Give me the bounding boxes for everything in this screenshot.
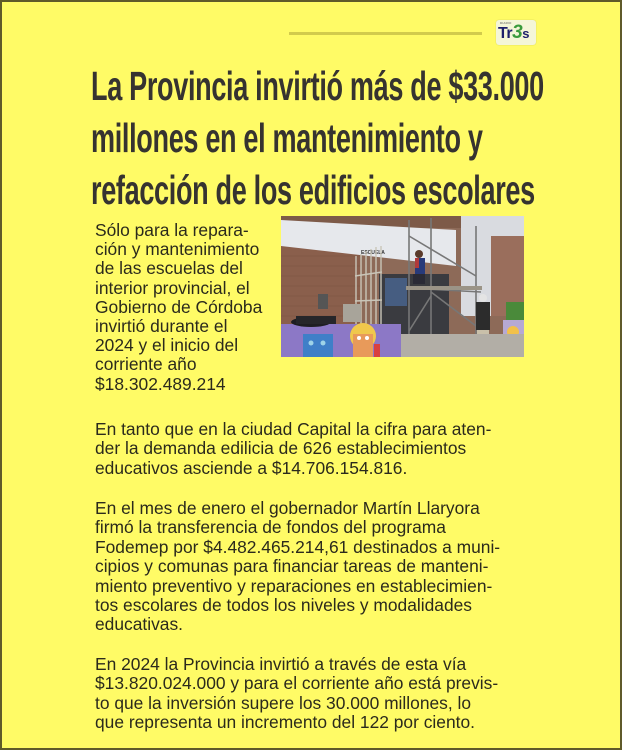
paragraph-line: $13.820.024.000 y para el corriente año está previs- (95, 673, 499, 694)
logo-wordmark (498, 24, 529, 43)
logo-suffix: s (522, 26, 529, 41)
logo-prefix: Tr (498, 25, 513, 42)
lead-line: 2024 y el inicio del (95, 335, 239, 356)
headline-line: refacción de los edificios escolares (91, 167, 535, 213)
headline-line: millones en el mantenimiento y (91, 115, 483, 161)
lead-line: ción y mantenimiento (95, 239, 260, 260)
body-paragraph-2024-investment (95, 655, 535, 733)
paragraph-line: cipios y comunas para financiar tareas de manteni- (95, 556, 489, 577)
logo-small-text: DIARIO (500, 21, 512, 25)
lead-paragraph (95, 221, 280, 394)
lead-line: Gobierno de Córdoba (95, 296, 263, 317)
body-paragraph-capital (95, 420, 535, 478)
paragraph-line: der la demanda edilicia de 626 establecimientos (95, 438, 467, 459)
svg-text:ESCUELA: ESCUELA (361, 250, 385, 256)
brand-logo[interactable] (496, 20, 536, 45)
paragraph-line: educativos asciende a $14.706.154.816. (95, 457, 408, 478)
paragraph-line: En tanto que en la ciudad Capital la cifra para aten- (95, 419, 492, 439)
body-paragraph-fodemep (95, 499, 535, 635)
paragraph-line: to que la inversión supere los 30.000 millones, lo (95, 692, 472, 713)
decorative-rule (289, 32, 482, 35)
headline-line: La Provincia invirtió más de $33.000 (91, 63, 544, 109)
paragraph-line: que representa un incremento del 122 por ciento. (95, 712, 475, 733)
lead-line: corriente año (95, 354, 197, 375)
paragraph-line: tos escolares de todos los niveles y modalidades (95, 595, 473, 616)
logo-digit: 3 (512, 22, 523, 43)
article-headline (91, 60, 553, 216)
lead-line: Sólo para la repara- (95, 220, 249, 240)
paragraph-line: firmó la transferencia de fondos del programa (95, 517, 446, 538)
lead-line: de las escuelas del (95, 258, 243, 279)
lead-line: interior provincial, el (95, 277, 250, 298)
lead-line: $18.302.489.214 (95, 373, 226, 394)
paragraph-line: En el mes de enero el gobernador Martín Llaryora (95, 498, 480, 518)
lead-line: invirtió durante el (95, 316, 228, 337)
school-repair-photo-icon (281, 216, 524, 357)
article-photo (281, 216, 524, 357)
paragraph-line: Fodemep por $4.482.465.214,61 destinados a muni- (95, 536, 501, 557)
paragraph-line: En 2024 la Provincia invirtió a través de esta vía (95, 654, 467, 674)
paragraph-line: miento preventivo y reparaciones en establecimien- (95, 575, 493, 596)
paragraph-line: educativas. (95, 614, 183, 635)
